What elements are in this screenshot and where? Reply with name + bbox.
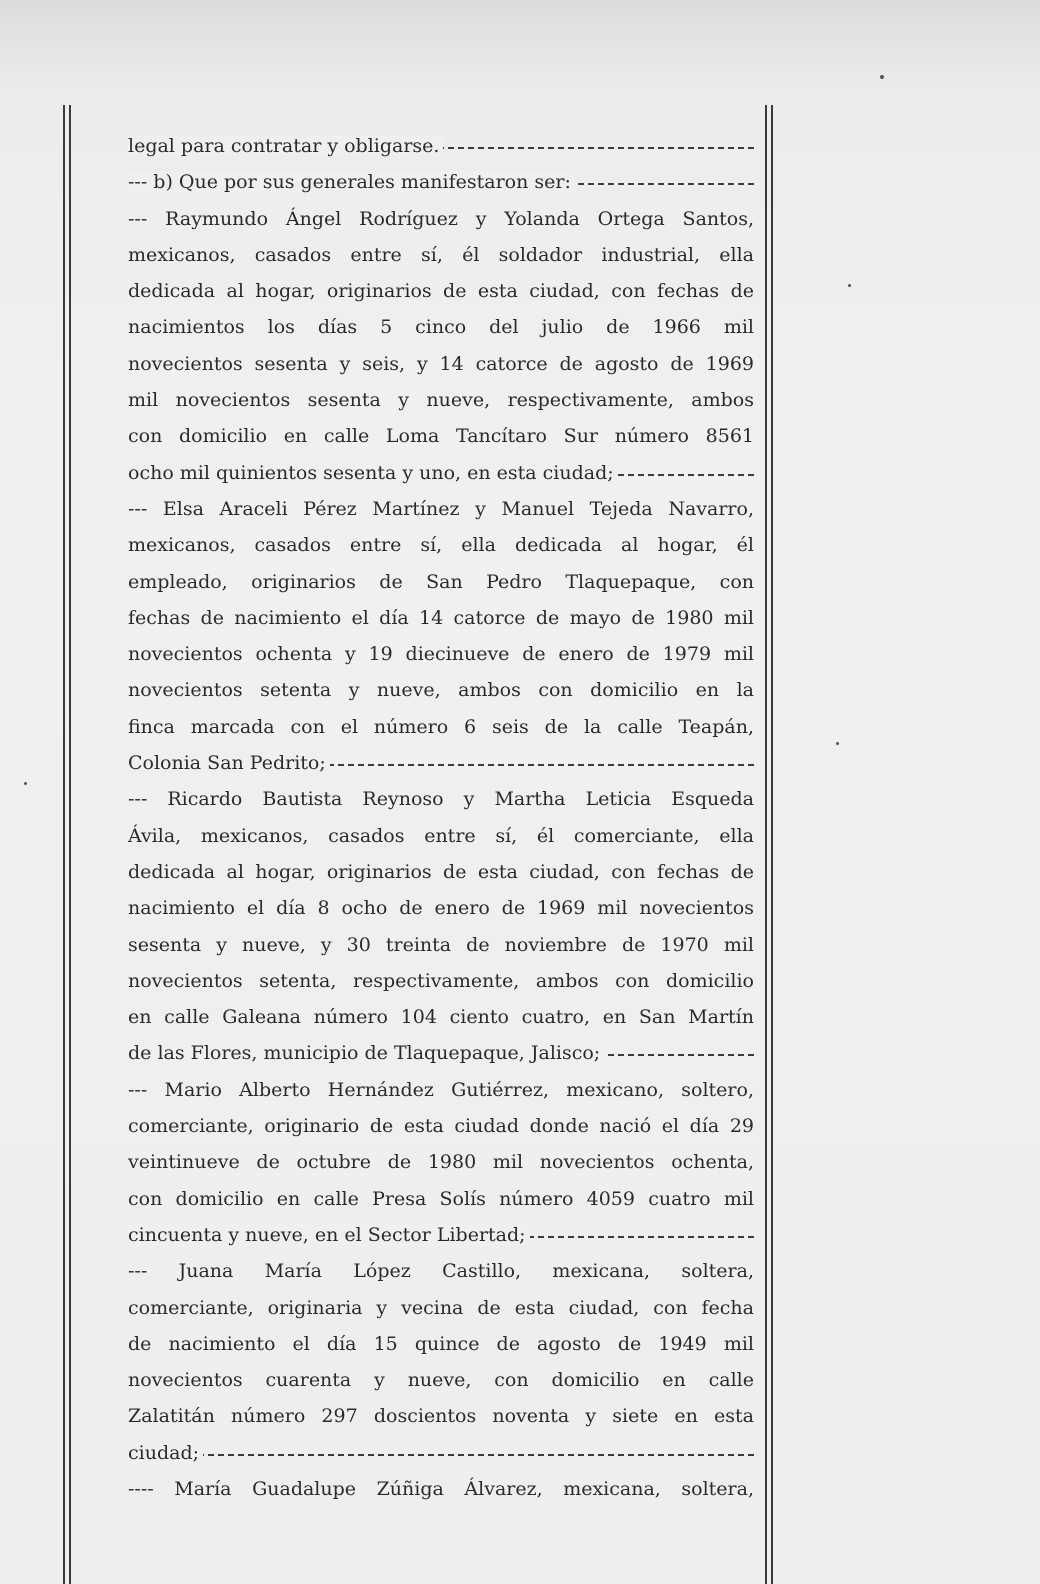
document-line-text: de nacimiento el día 15 quince de agosto de 1949 mil xyxy=(128,1332,754,1355)
document-line-text: sesenta y nueve, y 30 treinta de noviembre de 1970 mil xyxy=(128,933,754,956)
document-line-text: mil novecientos sesenta y nueve, respectivamente, ambos xyxy=(128,389,754,412)
document-line-text: dedicada al hogar, originarios de esta ciudad, con fechas de xyxy=(128,280,754,303)
document-line-text: legal para contratar y obligarse. xyxy=(128,135,443,157)
document-line-text: empleado, originarios de San Pedro Tlaquepaque, con xyxy=(128,570,754,593)
document-line-text: comerciante, originaria y vecina de esta ciudad, con fecha xyxy=(128,1296,754,1319)
document-line-text: Zalatitán número 297 doscientos noventa y siete en esta xyxy=(128,1405,754,1428)
scan-speck xyxy=(880,75,884,79)
left-margin-rule-outer xyxy=(63,105,65,1584)
document-line xyxy=(128,1362,754,1398)
document-line xyxy=(128,781,754,817)
document-line xyxy=(128,237,754,273)
document-line xyxy=(128,999,754,1035)
document-line xyxy=(128,1181,754,1217)
document-line-text: --- Elsa Araceli Pérez Martínez y Manuel Tejeda Navarro, xyxy=(128,497,754,520)
document-line-text: --- Juana María López Castillo, mexicana, soltera, xyxy=(128,1260,754,1283)
document-line-text: veintinueve de octubre de 1980 mil novecientos ochenta, xyxy=(128,1151,754,1174)
document-line xyxy=(128,1108,754,1144)
document-line-text: ---- María Guadalupe Zúñiga Álvarez, mexicana, soltera, xyxy=(128,1477,754,1500)
right-margin-rule-outer xyxy=(771,105,773,1584)
document-line xyxy=(128,164,754,200)
document-line-text: novecientos sesenta y seis, y 14 catorce de agosto de 1969 xyxy=(128,352,754,375)
document-line-text: novecientos setenta, respectivamente, ambos con domicilio xyxy=(128,969,754,992)
document-line xyxy=(128,1253,754,1289)
document-line xyxy=(128,382,754,418)
document-line xyxy=(128,1072,754,1108)
document-body xyxy=(128,128,754,1507)
document-line-text: Colonia San Pedrito; xyxy=(128,752,330,774)
document-line xyxy=(128,564,754,600)
scan-speck xyxy=(848,284,851,287)
document-line-text: comerciante, originario de esta ciudad donde nació el día 29 xyxy=(128,1115,754,1138)
document-line xyxy=(128,201,754,237)
document-line-text: ocho mil quinientos sesenta y uno, en esta ciudad; xyxy=(128,462,618,484)
document-line xyxy=(128,309,754,345)
left-margin-rule-inner xyxy=(69,105,71,1584)
document-line-text: finca marcada con el número 6 seis de la calle Teapán, xyxy=(128,715,754,738)
document-line xyxy=(128,1035,754,1071)
document-line-text: cincuenta y nueve, en el Sector Libertad; xyxy=(128,1224,530,1246)
document-line-text: con domicilio en calle Loma Tancítaro Sur número 8561 xyxy=(128,425,754,448)
document-line xyxy=(128,527,754,563)
document-line xyxy=(128,709,754,745)
document-line xyxy=(128,455,754,491)
document-line-text: novecientos ochenta y 19 diecinueve de enero de 1979 mil xyxy=(128,643,754,666)
document-line xyxy=(128,963,754,999)
document-line-text: ciudad; xyxy=(128,1442,203,1464)
document-line xyxy=(128,890,754,926)
document-line-text: con domicilio en calle Presa Solís número 4059 cuatro mil xyxy=(128,1187,754,1210)
document-line xyxy=(128,1471,754,1507)
document-line xyxy=(128,854,754,890)
document-line xyxy=(128,1144,754,1180)
document-line-text: mexicanos, casados entre sí, él soldador industrial, ella xyxy=(128,243,754,266)
document-line xyxy=(128,1398,754,1434)
right-margin-rule-inner xyxy=(765,105,767,1584)
document-line-text: --- Ricardo Bautista Reynoso y Martha Leticia Esqueda xyxy=(128,788,754,811)
document-line-text: novecientos cuarenta y nueve, con domicilio en calle xyxy=(128,1369,754,1392)
document-line-text: --- Mario Alberto Hernández Gutiérrez, mexicano, soltero, xyxy=(128,1078,754,1101)
document-line-text: Ávila, mexicanos, casados entre sí, él comerciante, ella xyxy=(128,824,754,847)
document-line xyxy=(128,491,754,527)
document-line xyxy=(128,273,754,309)
document-line xyxy=(128,346,754,382)
document-line-text: mexicanos, casados entre sí, ella dedicada al hogar, él xyxy=(128,534,754,557)
document-line-text: nacimiento el día 8 ocho de enero de 1969 mil novecientos xyxy=(128,897,754,920)
document-line xyxy=(128,672,754,708)
document-line-text: de las Flores, municipio de Tlaquepaque, Jalisco; xyxy=(128,1042,604,1064)
document-line-text: en calle Galeana número 104 ciento cuatro, en San Martín xyxy=(128,1006,754,1029)
scan-speck xyxy=(24,782,27,785)
document-line-text: --- Raymundo Ángel Rodríguez y Yolanda Ortega Santos, xyxy=(128,207,754,230)
document-line-text: --- b) Que por sus generales manifestaron ser: xyxy=(128,171,575,193)
document-line xyxy=(128,128,754,164)
document-line-text: dedicada al hogar, originarios de esta ciudad, con fechas de xyxy=(128,860,754,883)
document-line xyxy=(128,600,754,636)
document-line-text: nacimientos los días 5 cinco del julio de 1966 mil xyxy=(128,316,754,339)
document-line xyxy=(128,927,754,963)
document-line-text: fechas de nacimiento el día 14 catorce de mayo de 1980 mil xyxy=(128,606,754,629)
document-line xyxy=(128,1217,754,1253)
scan-speck xyxy=(836,742,839,745)
document-line-text: novecientos setenta y nueve, ambos con domicilio en la xyxy=(128,679,754,702)
document-line xyxy=(128,418,754,454)
document-line xyxy=(128,1435,754,1471)
document-line xyxy=(128,818,754,854)
document-line xyxy=(128,745,754,781)
document-line xyxy=(128,1326,754,1362)
document-line xyxy=(128,636,754,672)
document-line xyxy=(128,1290,754,1326)
